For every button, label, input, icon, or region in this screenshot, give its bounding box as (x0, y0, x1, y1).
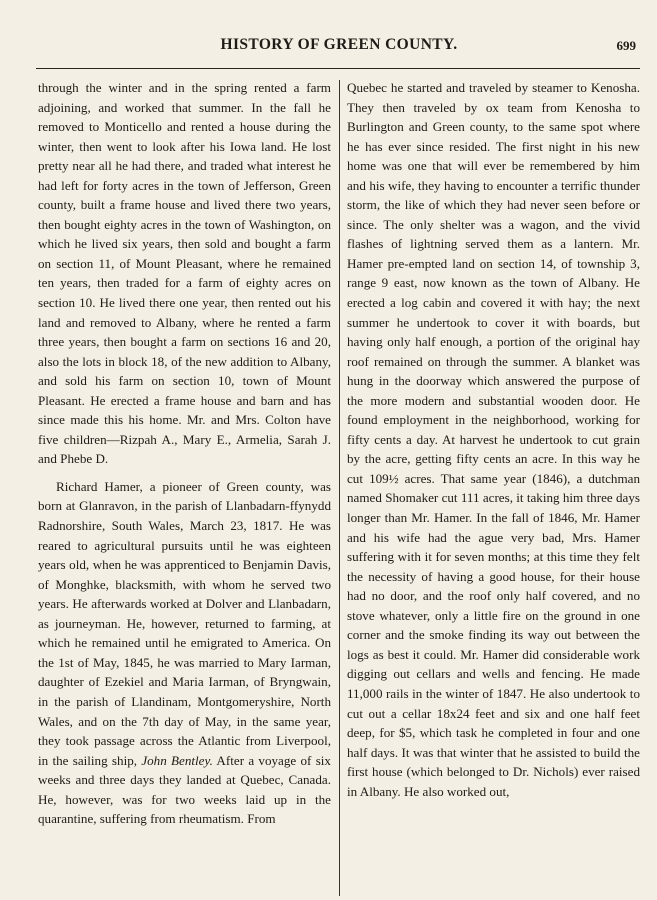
running-title: HISTORY OF GREEN COUNTY. (220, 36, 458, 53)
hamer-paragraph-text-continued: After a voyage of six weeks and three days they landed at Quebec, Canada. He, however, was for two weeks laid up in the quarantine, suffering from rheumatism. From (38, 752, 331, 827)
left-column (38, 78, 331, 829)
hamer-paragraph-continuation: Quebec he started and traveled by steamer to Kenosha. They then traveled by ox team from Kenosha to Burlington and Green county, to the same spot where he has ever since resided. The first night in his new home was one that will ever be remembered by him and his wife, they having to encounter a terrific thunder storm, the like of which they had never seen before or since. The only shelter was a wagon, and the vivid flashes of lightning served them as a lantern. Mr. Hamer pre-empted land on section 14, of township 3, range 9 east, now known as the town of Albany. He erected a log cabin and covered it with hay; the next summer he undertook to cover it with boards, but having only half enough, a portion of the original hay roof remained on through the summer. A blanket was hung in the doorway which answered the purpose of the more modern and substantial wooden door. He found employment in the neighborhood, working for fifty cents a day. At harvest he undertook to cut grain by the acre, getting fifty cents an acre. In this way he cut 109½ acres. That same year (1846), a dutchman named Shomaker cut 111 acres, it taking him three days longer than Mr. Hamer. In the fall of 1846, Mr. Hamer and his wife had the ague very bad, Mrs. Hamer suffering with it for seven months; at this time they felt the necessity of having a good house, for their house had no door, and the roof only half covered, and no stove whatever, only a little fire on the ground in one corner and the smoke finding its way out between the logs as best it could. Mr. Hamer did considerable work digging out cellars and wells and fencing. He made 11,000 rails in the winter of 1847. He also undertook to cut out a cellar 18x24 feet and six and one half feet deep, for $5, which task he completed in four and one half days. It was that winter that he assisted to build the first house (which belonged to Dr. Nichols) ever raised in Albany. He also worked out, (347, 80, 640, 799)
hamer-paragraph-text: Richard Hamer, a pioneer of Green county, was born at Glanravon, in the parish of Llanbadarn-ffynydd Radnorshire, South Wales, March 23, 1817. He was reared to agricultural pursuits until he was eighteen years old, when he was apprenticed to Benjamin Davis, of Monghke, blacksmith, with whom he served two years. He afterwards worked at Dolver and Llanbadarn, as journeyman. He, however, returned to farming, at which he remained until he emigrated to America. On the 1st of May, 1845, he was married to Mary Iarman, daughter of Ezekiel and Maria Iarman, of Bryngwain, in the parish of Llandinam, Montgomeryshire, North Wales, and on the 7th day of May, in the same year, they took passage across the Atlantic from Liverpool, in the sailing ship, (38, 478, 331, 768)
ship-name: John Bentley. (141, 752, 213, 768)
header-rule (36, 68, 640, 69)
running-header (38, 32, 640, 56)
page-number: 699 (616, 38, 636, 53)
column-divider (339, 80, 340, 896)
colton-paragraph-end: through the winter and in the spring rented a farm adjoining, and worked that summer. In the fall he removed to Monticello and rented a house during the winter, then went to look after his Iowa land. He lost pretty near all he had there, and traded what interest he had left for forty acres in the town of Jefferson, Green county, built a frame house and lived there two years, then bought eighty acres in the town of Washington, on which he lived six years, then sold and bought a farm on section 11, of Mount Pleasant, where he remained ten years, then traded for a farm of eighty acres on section 10. He lived there one year, then rented out his land and removed to Albany, where he rented a farm three years, then bought a farm on sections 16 and 20, also the lots in block 18, of the new addition to Albany, and sold his farm on section 10, town of Mount Pleasant. He erected a frame house and barn and has since made this his home. Mr. and Mrs. Colton have five children—Rizpah A., Mary E., Armelia, Sarah J. and Phebe D. (38, 80, 331, 467)
hamer-biography-paragraph (38, 477, 331, 829)
right-column (347, 78, 640, 801)
